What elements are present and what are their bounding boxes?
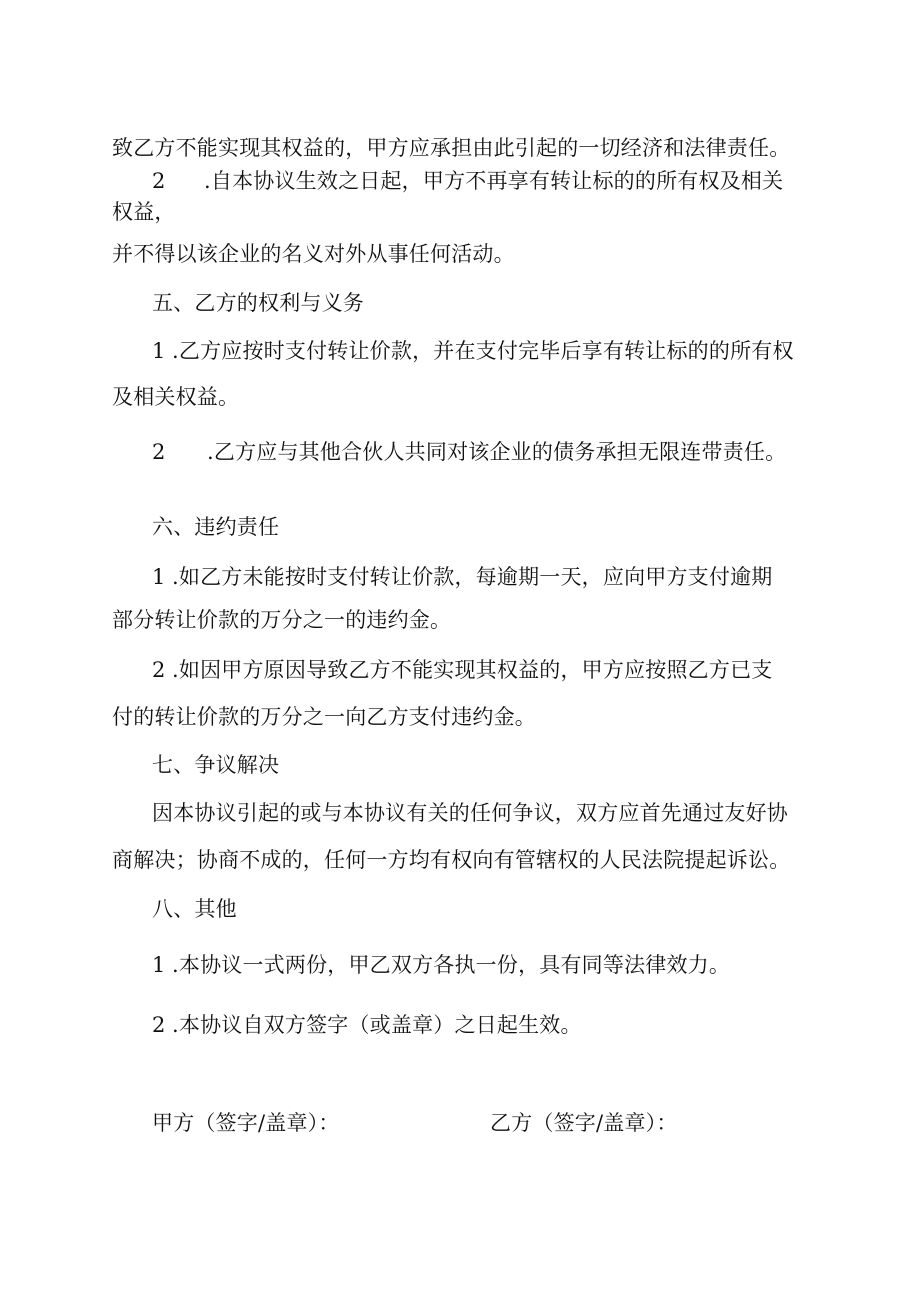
- section-heading-6: [152, 513, 279, 541]
- paragraph-line: [112, 846, 790, 874]
- paragraph-line: [112, 240, 515, 268]
- clause-number: 1: [152, 565, 166, 589]
- heading-text: 八、其他: [152, 897, 237, 921]
- clause-text: .如乙方未能按时支付转让价款，每逾期一天，应向甲方支付逾期: [172, 565, 773, 589]
- clause-1-line: [152, 337, 794, 365]
- text-line: 因本协议引起的或与本协议有关的任何争议，双方应首先通过友好协: [152, 801, 788, 825]
- paragraph-line: [112, 606, 451, 634]
- clause-number: 2: [152, 1013, 166, 1037]
- clause-1-line: [152, 563, 772, 591]
- clause-2-line: [152, 438, 786, 466]
- text-line: 并不得以该企业的名义对外从事任何活动。: [112, 242, 515, 266]
- paragraph-line: [112, 383, 239, 411]
- text-line: 权益，: [112, 200, 176, 224]
- clause-number: 2: [152, 169, 166, 193]
- paragraph-line: [112, 703, 536, 731]
- heading-text: 六、违约责任: [152, 515, 280, 539]
- clause-number: 2: [152, 440, 166, 464]
- text-line: 商解决；协商不成的，任何一方均有权向有管辖权的人民法院提起诉讼。: [112, 848, 791, 872]
- paragraph-line: [152, 799, 788, 827]
- clause-text: .本协议自双方签字（或盖章）之日起生效。: [172, 1013, 582, 1037]
- heading-text: 五、乙方的权利与义务: [152, 291, 364, 315]
- clause-number: 2: [152, 658, 166, 682]
- clause-number: 1: [152, 953, 166, 977]
- heading-text: 七、争议解决: [152, 753, 280, 777]
- paragraph-line: [112, 198, 176, 226]
- clause-2-line: [152, 656, 772, 684]
- clause-number: 1: [152, 339, 166, 363]
- clause-text: .如因甲方原因导致乙方不能实现其权益的，甲方应按照乙方已支: [172, 658, 773, 682]
- signature-party-b: [490, 1109, 678, 1137]
- clause-text: .自本协议生效之日起，甲方不再享有转让标的的所有权及相关: [204, 169, 784, 193]
- clause-text: .乙方应与其他合伙人共同对该企业的债务承担无限连带责任。: [207, 440, 787, 464]
- section-heading-7: [152, 751, 279, 779]
- clause-text: .本协议一式两份，甲乙双方各执一份，具有同等法律效力。: [172, 953, 731, 977]
- section-heading-5: [152, 289, 364, 317]
- section-heading-8: [152, 895, 237, 923]
- clause-1-line: [152, 951, 730, 979]
- signature-label: 乙方（签字/盖章）：: [490, 1111, 678, 1135]
- signature-party-a: [152, 1109, 340, 1137]
- paragraph-line: [112, 134, 790, 162]
- clause-2-line: [152, 167, 783, 195]
- clause-2-line: [152, 1011, 582, 1039]
- text-line: 致乙方不能实现其权益的，甲方应承担由此引起的一切经济和法律责任。: [112, 136, 791, 160]
- text-line: 付的转让价款的万分之一向乙方支付违约金。: [112, 705, 536, 729]
- signature-label: 甲方（签字/盖章）：: [152, 1111, 340, 1135]
- text-line: 及相关权益。: [112, 385, 240, 409]
- clause-text: .乙方应按时支付转让价款，并在支付完毕后享有转让标的的所有权: [172, 339, 794, 363]
- text-line: 部分转让价款的万分之一的违约金。: [112, 608, 452, 632]
